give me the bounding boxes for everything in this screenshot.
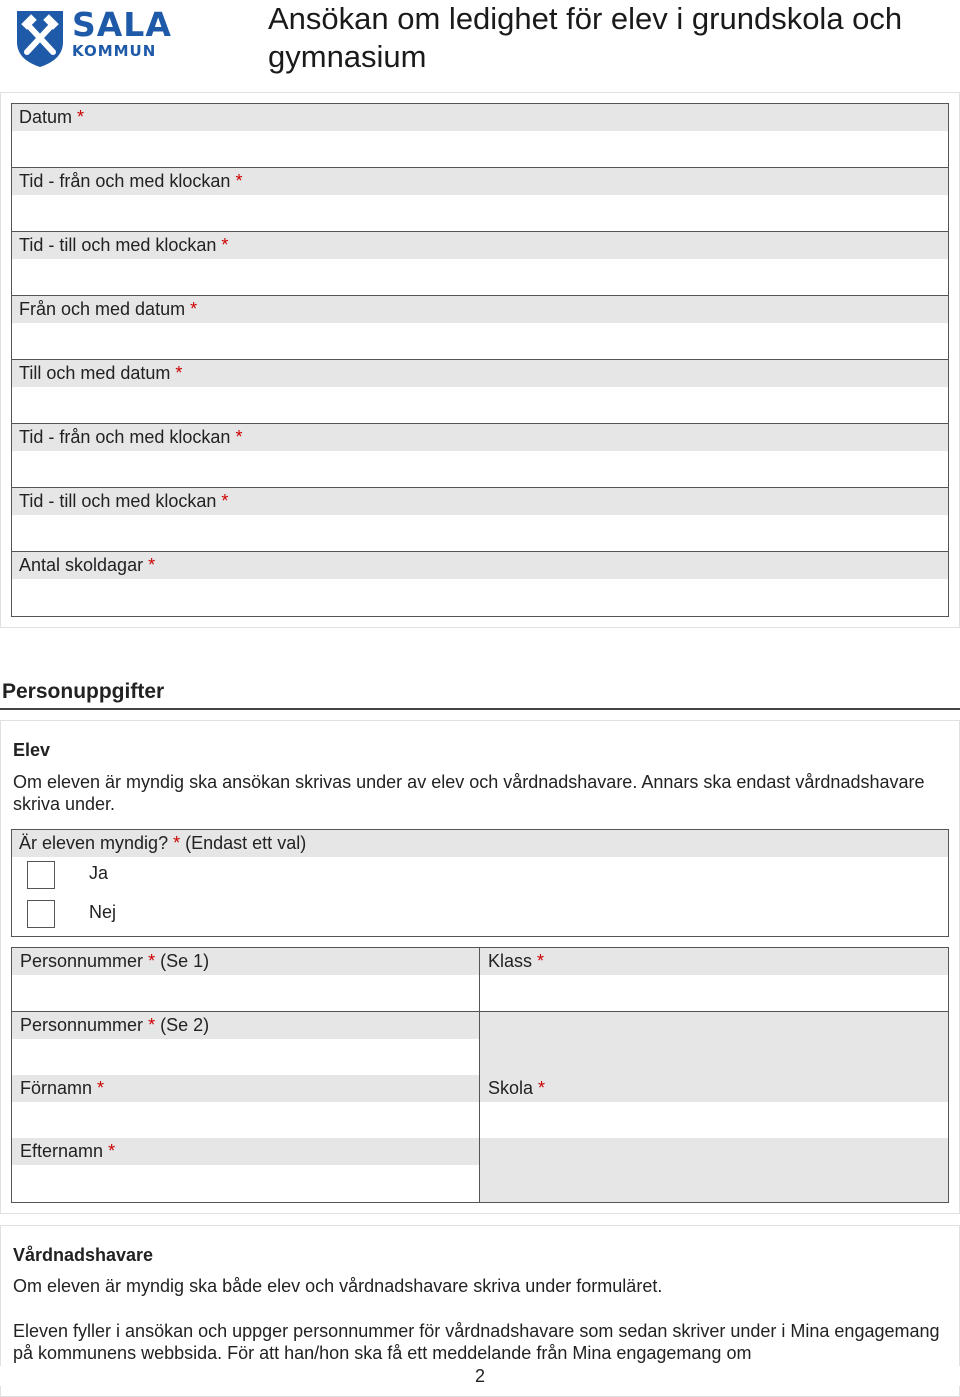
field-till-datum[interactable] bbox=[12, 360, 948, 424]
required-mark: * bbox=[538, 1078, 546, 1098]
elev-fields-grid bbox=[11, 947, 949, 1203]
field-efternamn[interactable] bbox=[12, 1138, 480, 1202]
question-hint: (Endast ett val) bbox=[185, 833, 307, 853]
option-label-nej: Nej bbox=[89, 902, 117, 922]
sala-kommun-logo bbox=[14, 5, 172, 68]
required-mark: * bbox=[77, 107, 85, 127]
required-mark: * bbox=[175, 363, 183, 383]
field-tid-till-2[interactable] bbox=[12, 488, 948, 552]
page-number: 2 bbox=[0, 1366, 960, 1386]
field-label: Datum bbox=[19, 107, 73, 127]
vardnadshavare-title: Vårdnadshavare bbox=[13, 1245, 154, 1265]
elev-info-text: Om eleven är myndig ska ansökan skrivas under av elev och vårdnadshavare. Annars ska endast vårdnadshavare skriva under. bbox=[13, 772, 925, 814]
required-mark: * bbox=[235, 427, 243, 447]
empty-cell bbox=[480, 1012, 948, 1076]
field-suffix: (Se 2) bbox=[160, 1015, 210, 1035]
field-label: Efternamn bbox=[20, 1141, 104, 1161]
field-label: Personnummer bbox=[20, 951, 144, 971]
field-label: Tid - från och med klockan bbox=[19, 171, 231, 191]
field-label: Personnummer bbox=[20, 1015, 144, 1035]
required-mark: * bbox=[173, 833, 181, 853]
field-klass[interactable] bbox=[480, 948, 948, 1012]
field-label: Från och med datum bbox=[19, 299, 186, 319]
logo-sala-text: SALA bbox=[72, 5, 172, 44]
field-antal-skoldagar[interactable] bbox=[12, 552, 948, 616]
document-title: Ansökan om ledighet för elev i grundskola och gymnasium bbox=[268, 1, 903, 74]
date-time-section bbox=[0, 92, 960, 628]
required-mark: * bbox=[221, 235, 229, 255]
date-time-fields bbox=[11, 103, 949, 617]
field-label: Skola bbox=[488, 1078, 534, 1098]
section-title-personuppgifter: Personuppgifter bbox=[2, 680, 165, 703]
elev-title: Elev bbox=[13, 740, 51, 760]
checkbox-nej[interactable] bbox=[27, 900, 55, 928]
required-mark: * bbox=[97, 1078, 105, 1098]
field-label: Förnamn bbox=[20, 1078, 93, 1098]
elev-section bbox=[0, 720, 960, 1214]
field-tid-fran-2[interactable] bbox=[12, 424, 948, 488]
field-label: Klass bbox=[488, 951, 533, 971]
required-mark: * bbox=[148, 951, 156, 971]
shield-logo-icon bbox=[14, 8, 66, 68]
field-datum[interactable] bbox=[12, 104, 948, 168]
myndig-question bbox=[11, 829, 949, 937]
field-label: Tid - från och med klockan bbox=[19, 427, 231, 447]
field-label: Antal skoldagar bbox=[19, 555, 144, 575]
field-skola[interactable] bbox=[480, 1075, 948, 1139]
field-fran-datum[interactable] bbox=[12, 296, 948, 360]
field-tid-fran-1[interactable] bbox=[12, 168, 948, 232]
required-mark: * bbox=[537, 951, 545, 971]
required-mark: * bbox=[108, 1141, 116, 1161]
field-label: Till och med datum bbox=[19, 363, 171, 383]
required-mark: * bbox=[221, 491, 229, 511]
field-tid-till-1[interactable] bbox=[12, 232, 948, 296]
field-personnummer-2[interactable] bbox=[12, 1012, 480, 1076]
field-personnummer-1[interactable] bbox=[12, 948, 480, 1012]
required-mark: * bbox=[190, 299, 198, 319]
required-mark: * bbox=[235, 171, 243, 191]
field-suffix: (Se 1) bbox=[160, 951, 210, 971]
field-fornamn[interactable] bbox=[12, 1075, 480, 1139]
section-divider bbox=[0, 708, 960, 710]
empty-cell bbox=[480, 1138, 948, 1202]
option-label-ja: Ja bbox=[89, 863, 109, 883]
field-label: Tid - till och med klockan bbox=[19, 491, 217, 511]
question-label: Är eleven myndig? bbox=[19, 833, 169, 853]
vardnadshavare-info-2: Eleven fyller i ansökan och uppger personnummer för vårdnadshavare som sedan skriver under i Mina engagemang på kommunens webbsida. För att han/hon ska få ett meddelande från Mina engagemang om bbox=[13, 1321, 940, 1363]
vardnadshavare-info-1: Om eleven är myndig ska både elev och vårdnadshavare skriva under formuläret. bbox=[13, 1276, 663, 1296]
field-label: Tid - till och med klockan bbox=[19, 235, 217, 255]
checkbox-ja[interactable] bbox=[27, 861, 55, 889]
logo-kommun-text: KOMMUN bbox=[72, 42, 157, 60]
required-mark: * bbox=[148, 1015, 156, 1035]
required-mark: * bbox=[148, 555, 156, 575]
